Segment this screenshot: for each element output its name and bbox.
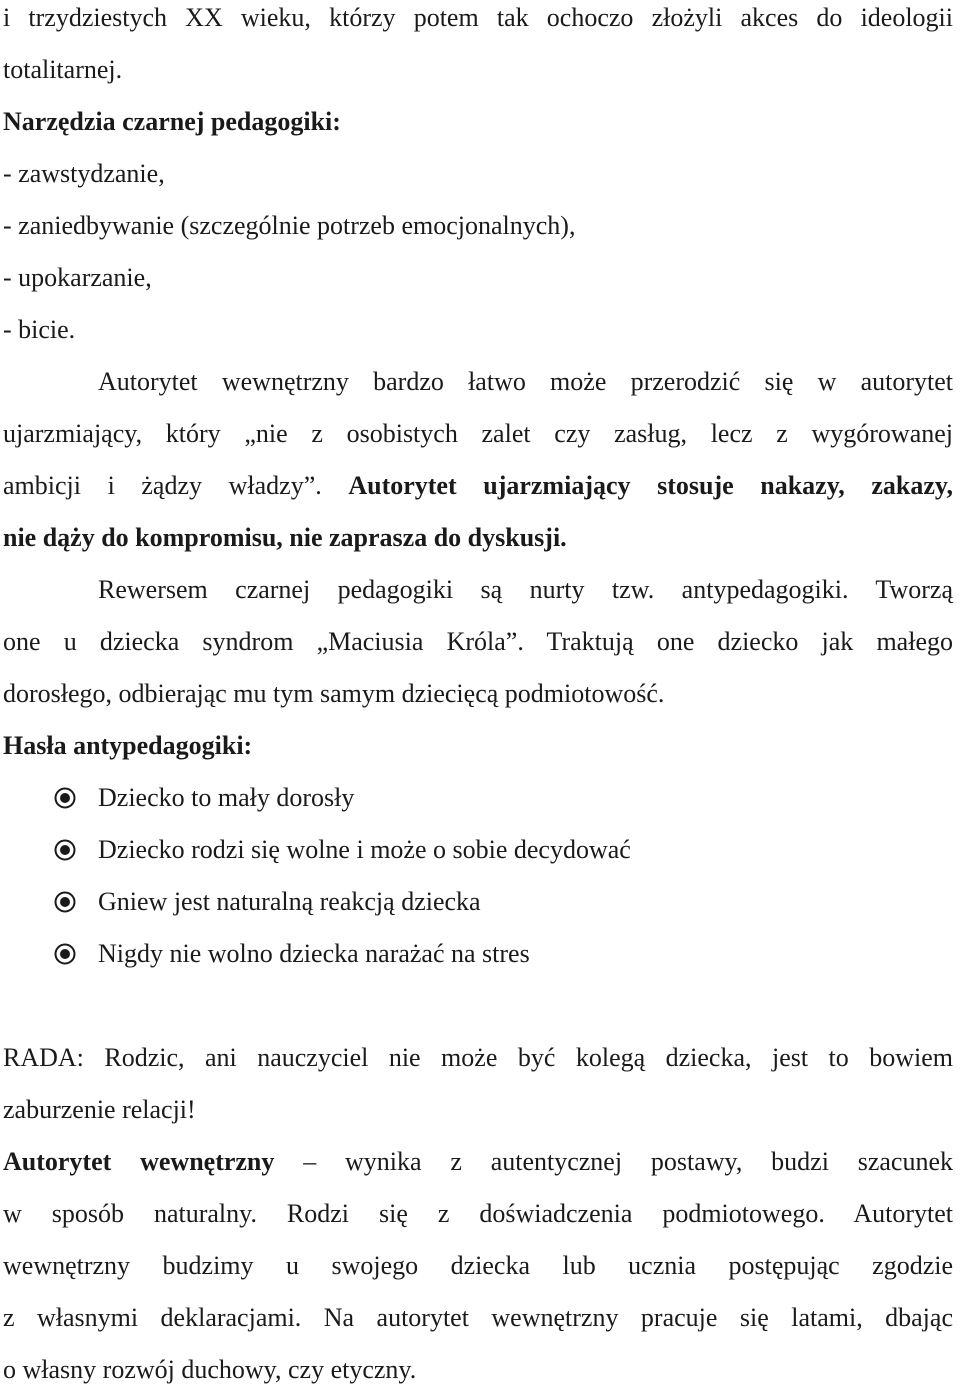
tools-heading: Narzędzia czarnej pedagogiki: bbox=[3, 107, 341, 136]
inner-authority-line-2: w sposób naturalny. Rodzi się z doświadczenia podmiotowego. Autorytet bbox=[3, 1199, 953, 1228]
inner-authority-line-3: wewnętrzny budzimy u swojego dziecka lub ucznia postępując zgodzie bbox=[3, 1251, 953, 1280]
tools-item: - bicie. bbox=[3, 315, 76, 344]
list-item bbox=[3, 928, 953, 980]
inner-authority-line-5: o własny rozwój duchowy, czy etyczny. bbox=[3, 1355, 417, 1384]
document-page bbox=[3, 0, 953, 1396]
advice-paragraph bbox=[3, 1032, 953, 1136]
inner-authority-paragraph bbox=[3, 1136, 953, 1396]
authority-line-3 bbox=[3, 460, 953, 512]
blank-line bbox=[3, 980, 953, 1032]
tools-item: - upokarzanie, bbox=[3, 263, 152, 292]
slogan-text: Dziecko rodzi się wolne i może o sobie decydować bbox=[98, 835, 631, 864]
inner-authority-term: Autorytet wewnętrzny bbox=[3, 1147, 275, 1176]
inner-authority-line-1 bbox=[3, 1136, 953, 1188]
reverse-line-3: dorosłego, odbierając mu tym samym dziecięcą podmiotowość. bbox=[3, 679, 665, 708]
authority-line-4: nie dąży do kompromisu, nie zaprasza do dyskusji. bbox=[3, 523, 567, 552]
reverse-line-1: Rewersem czarnej pedagogiki są nurty tzw. antypedagogiki. Tworzą bbox=[98, 575, 953, 604]
reverse-line-2: one u dziecka syndrom „Maciusia Króla”. Traktują one dziecko jak małego bbox=[3, 627, 953, 656]
slogans-section bbox=[3, 720, 953, 980]
slogan-text: Gniew jest naturalną reakcją dziecka bbox=[98, 887, 481, 916]
intro-paragraph bbox=[3, 0, 953, 96]
inner-authority-line-1-rest: – wynika z autentycznej postawy, budzi szacunek bbox=[303, 1147, 953, 1176]
radio-circle-icon bbox=[54, 891, 76, 913]
authority-line-3-normal: ambicji i żądzy władzy”. bbox=[3, 471, 322, 500]
intro-line-2: totalitarnej. bbox=[3, 55, 123, 84]
list-item bbox=[3, 876, 953, 928]
authority-line-1: Autorytet wewnętrzny bardzo łatwo może przerodzić się w autorytet bbox=[98, 367, 953, 396]
intro-line-1: i trzydziestych XX wieku, którzy potem tak ochoczo złożyli akces do ideologii bbox=[3, 3, 953, 32]
authority-line-2: ujarzmiający, który „nie z osobistych zalet czy zasług, lecz z wygórowanej bbox=[3, 419, 953, 448]
inner-authority-line-4: z własnymi deklaracjami. Na autorytet wewnętrzny pracuje się latami, dbając bbox=[3, 1303, 953, 1332]
list-item bbox=[3, 824, 953, 876]
tools-item: - zaniedbywanie (szczególnie potrzeb emocjonalnych), bbox=[3, 211, 576, 240]
authority-line-3-bold: Autorytet ujarzmiający stosuje nakazy, zakazy, bbox=[348, 471, 953, 500]
radio-circle-icon bbox=[54, 839, 76, 861]
radio-circle-icon bbox=[54, 943, 76, 965]
radio-circle-icon bbox=[54, 787, 76, 809]
list-item bbox=[3, 772, 953, 824]
authority-paragraph bbox=[3, 356, 953, 564]
reverse-paragraph bbox=[3, 564, 953, 720]
slogan-text: Nigdy nie wolno dziecka narażać na stres bbox=[98, 939, 530, 968]
tools-section bbox=[3, 96, 953, 356]
advice-line-2: zaburzenie relacji! bbox=[3, 1095, 196, 1124]
slogans-heading: Hasła antypedagogiki: bbox=[3, 731, 253, 760]
slogans-list bbox=[3, 772, 953, 980]
slogan-text: Dziecko to mały dorosły bbox=[98, 783, 355, 812]
advice-line-1: RADA: Rodzic, ani nauczyciel nie może być kolegą dziecka, jest to bowiem bbox=[3, 1043, 953, 1072]
tools-item: - zawstydzanie, bbox=[3, 159, 165, 188]
